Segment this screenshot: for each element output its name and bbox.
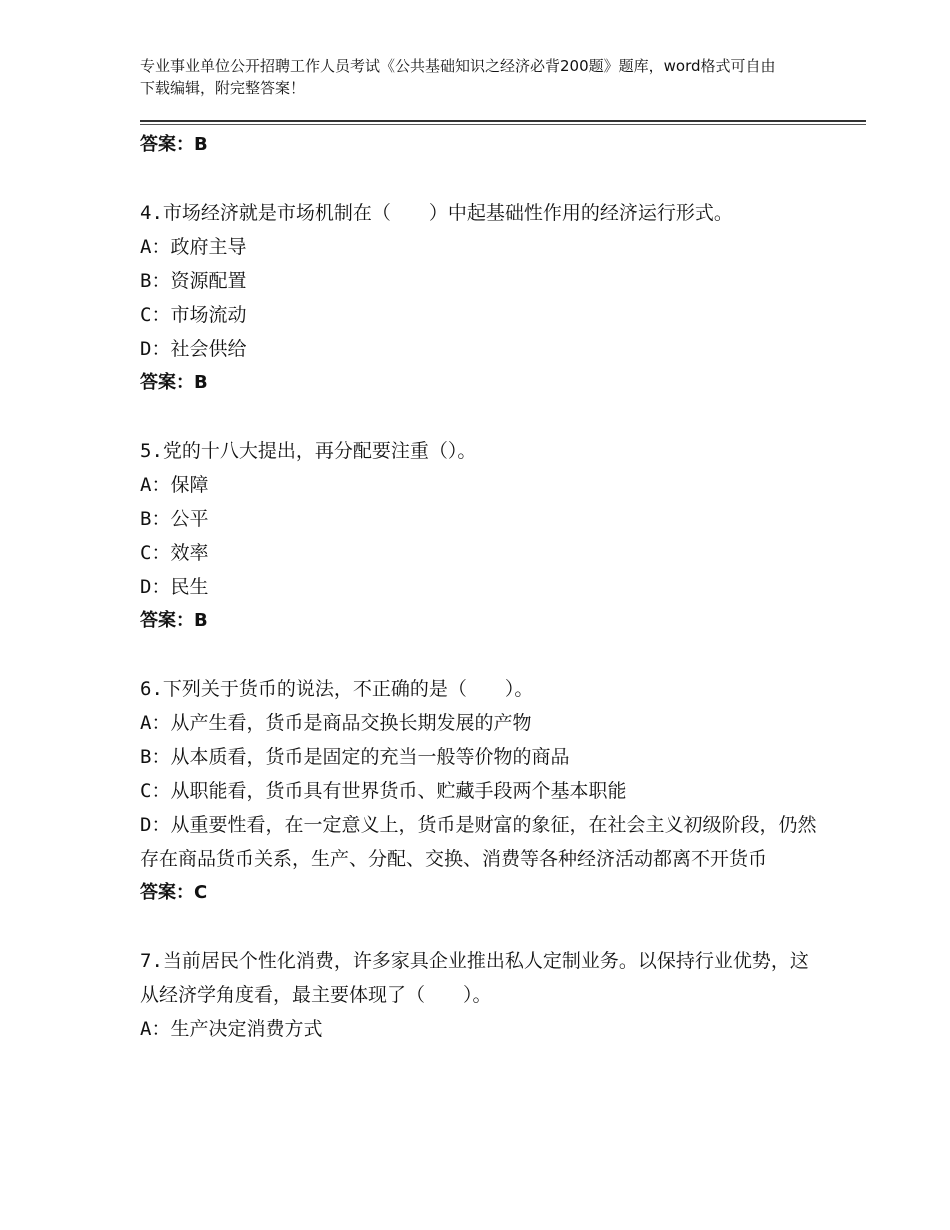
option-item: C：从职能看，货币具有世界货币、贮藏手段两个基本职能 (140, 780, 627, 802)
question-block (140, 672, 820, 910)
document-body (140, 128, 820, 1046)
option-item: C：市场流动 (140, 304, 247, 326)
question-stem: 6.下列关于货币的说法，不正确的是（ ）。 (140, 678, 534, 700)
question-stem: 5.党的十八大提出，再分配要注重（）。 (140, 440, 477, 462)
header-rule (140, 120, 866, 122)
answer-label: 答案：B (140, 134, 208, 155)
question-block (140, 944, 820, 1046)
question-stem: 4.市场经济就是市场机制在（ ）中起基础性作用的经济运行形式。 (140, 202, 733, 224)
answer-label: 答案：B (140, 372, 208, 393)
answer-label: 答案：B (140, 610, 208, 631)
option-item: D：从重要性看，在一定意义上，货币是财富的象征，在社会主义初级阶段，仍然存在商品货币关系，生产、分配、交换、消费等各种经济活动都离不开货币 (140, 814, 817, 870)
option-item: B：资源配置 (140, 270, 247, 292)
option-item: D：社会供给 (140, 338, 247, 360)
option-item: B：从本质看，货币是固定的充当一般等价物的商品 (140, 746, 570, 768)
option-item: A：从产生看，货币是商品交换长期发展的产物 (140, 712, 532, 734)
option-item: D：民生 (140, 576, 209, 598)
document-header: 专业事业单位公开招聘工作人员考试《公共基础知识之经济必背200题》题库，word格式可自由下载编辑，附完整答案！ (140, 57, 776, 97)
header-rule-thin (140, 124, 866, 125)
question-stem: 7.当前居民个性化消费，许多家具企业推出私人定制业务。以保持行业优势，这从经济学角度看，最主要体现了（ ）。 (140, 950, 809, 1006)
option-item: A：生产决定消费方式 (140, 1018, 323, 1040)
question-block (140, 196, 820, 400)
question-block (140, 434, 820, 638)
option-item: A：保障 (140, 474, 209, 496)
option-item: C：效率 (140, 542, 209, 564)
option-item: A：政府主导 (140, 236, 247, 258)
option-item: B：公平 (140, 508, 209, 530)
answer-label: 答案：C (140, 882, 208, 903)
